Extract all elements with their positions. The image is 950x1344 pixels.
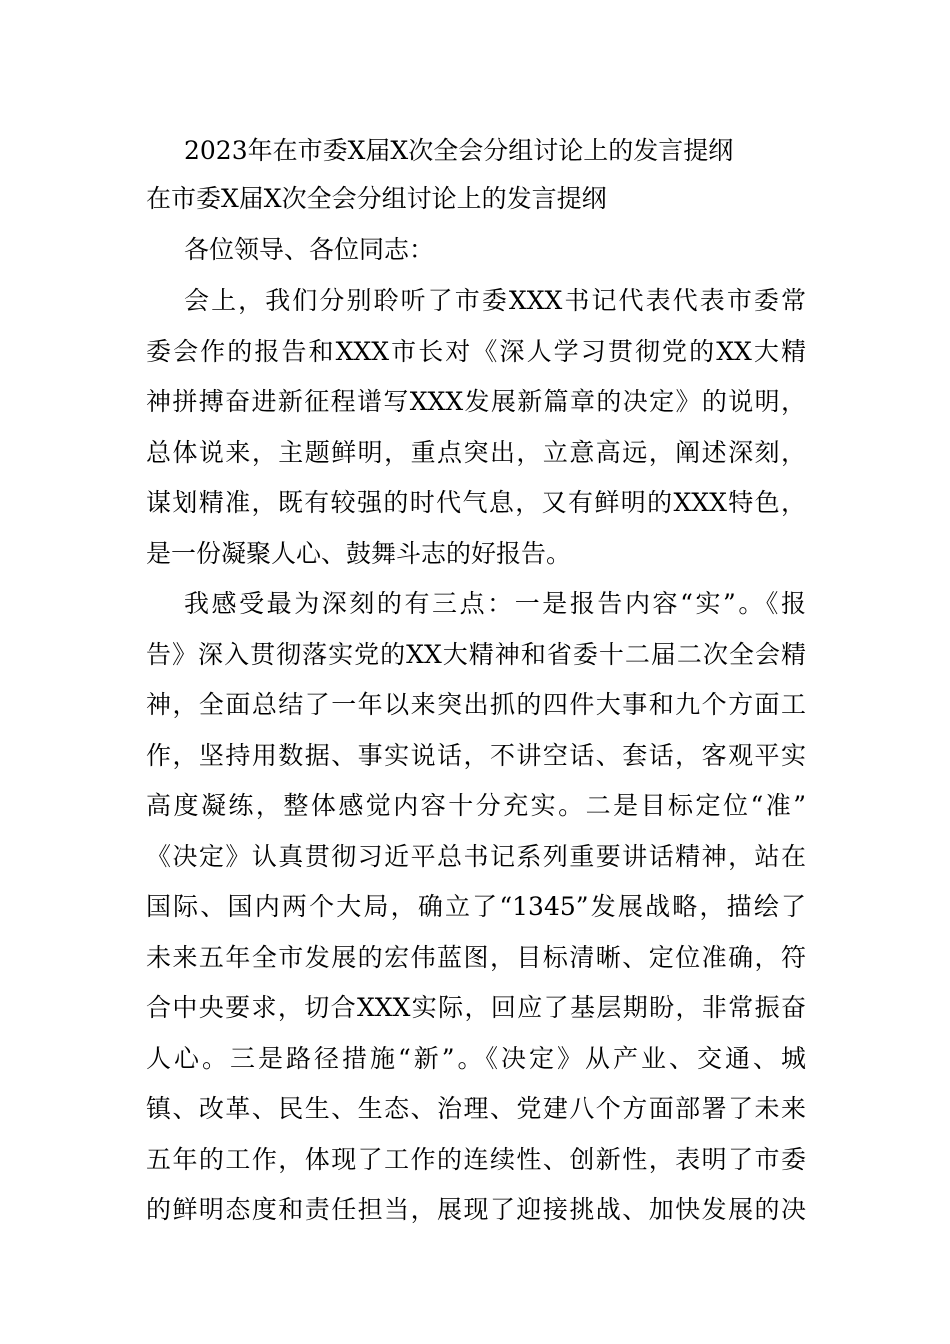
paragraph-line: 合中央要求，切合XXX实际，回应了基层期盼，非常振奋 xyxy=(146,993,806,1022)
paragraph-line: 委会作的报告和XXX市长对《深人学习贯彻党的XX大精 xyxy=(146,337,806,366)
paragraph-line: 高度凝练，整体感觉内容十分充实。二是目标定位“准” xyxy=(146,791,806,820)
paragraph-line: 谋划精准，既有较强的时代气息，又有鲜明的XXX特色， xyxy=(146,488,806,517)
paragraph-line: 告》深入贯彻落实党的XX大精神和省委十二届二次全会精 xyxy=(146,640,806,669)
paragraph-line: 的鲜明态度和责任担当，展现了迎接挑战、加快发展的决 xyxy=(146,1195,806,1224)
paragraph-line: 人心。三是路径措施“新”。《决定》从产业、交通、城 xyxy=(146,1044,806,1073)
paragraph-line: 《决定》认真贯彻习近平总书记系列重要讲话精神，站在 xyxy=(146,842,806,871)
paragraph-line: 作，坚持用数据、事实说话，不讲空话、套话，客观平实 xyxy=(146,741,806,770)
paragraph-line: 神，全面总结了一年以来突出抓的四件大事和九个方面工 xyxy=(146,690,806,719)
paragraph-line: 五年的工作，体现了工作的连续性、创新性，表明了市委 xyxy=(146,1145,806,1174)
document-title: 2023年在市委X届X次全会分组讨论上的发言提纲 xyxy=(184,136,734,165)
paragraph-line: 国际、国内两个大局，确立了“1345”发展战略，描绘了 xyxy=(146,892,806,921)
paragraph-line: 神拼搏奋进新征程谱写XXX发展新篇章的决定》的说明， xyxy=(146,387,806,416)
paragraph-line: 总体说来，主题鲜明，重点突出，立意高远，阐述深刻， xyxy=(146,438,806,467)
paragraph-line: 是一份凝聚人心、鼓舞斗志的好报告。 xyxy=(146,539,572,568)
paragraph-line: 会上，我们分别聆听了市委XXX书记代表代表市委常 xyxy=(184,286,806,315)
paragraph-line: 未来五年全市发展的宏伟蓝图，目标清晰、定位准确，符 xyxy=(146,943,806,972)
document-subtitle: 在市委X届X次全会分组讨论上的发言提纲 xyxy=(146,184,607,213)
salutation: 各位领导、各位同志： xyxy=(184,235,435,264)
paragraph-line: 镇、改革、民生、生态、治理、党建八个方面部署了未来 xyxy=(146,1094,806,1123)
paragraph-line: 我感受最为深刻的有三点：一是报告内容“实”。《报 xyxy=(184,589,806,618)
